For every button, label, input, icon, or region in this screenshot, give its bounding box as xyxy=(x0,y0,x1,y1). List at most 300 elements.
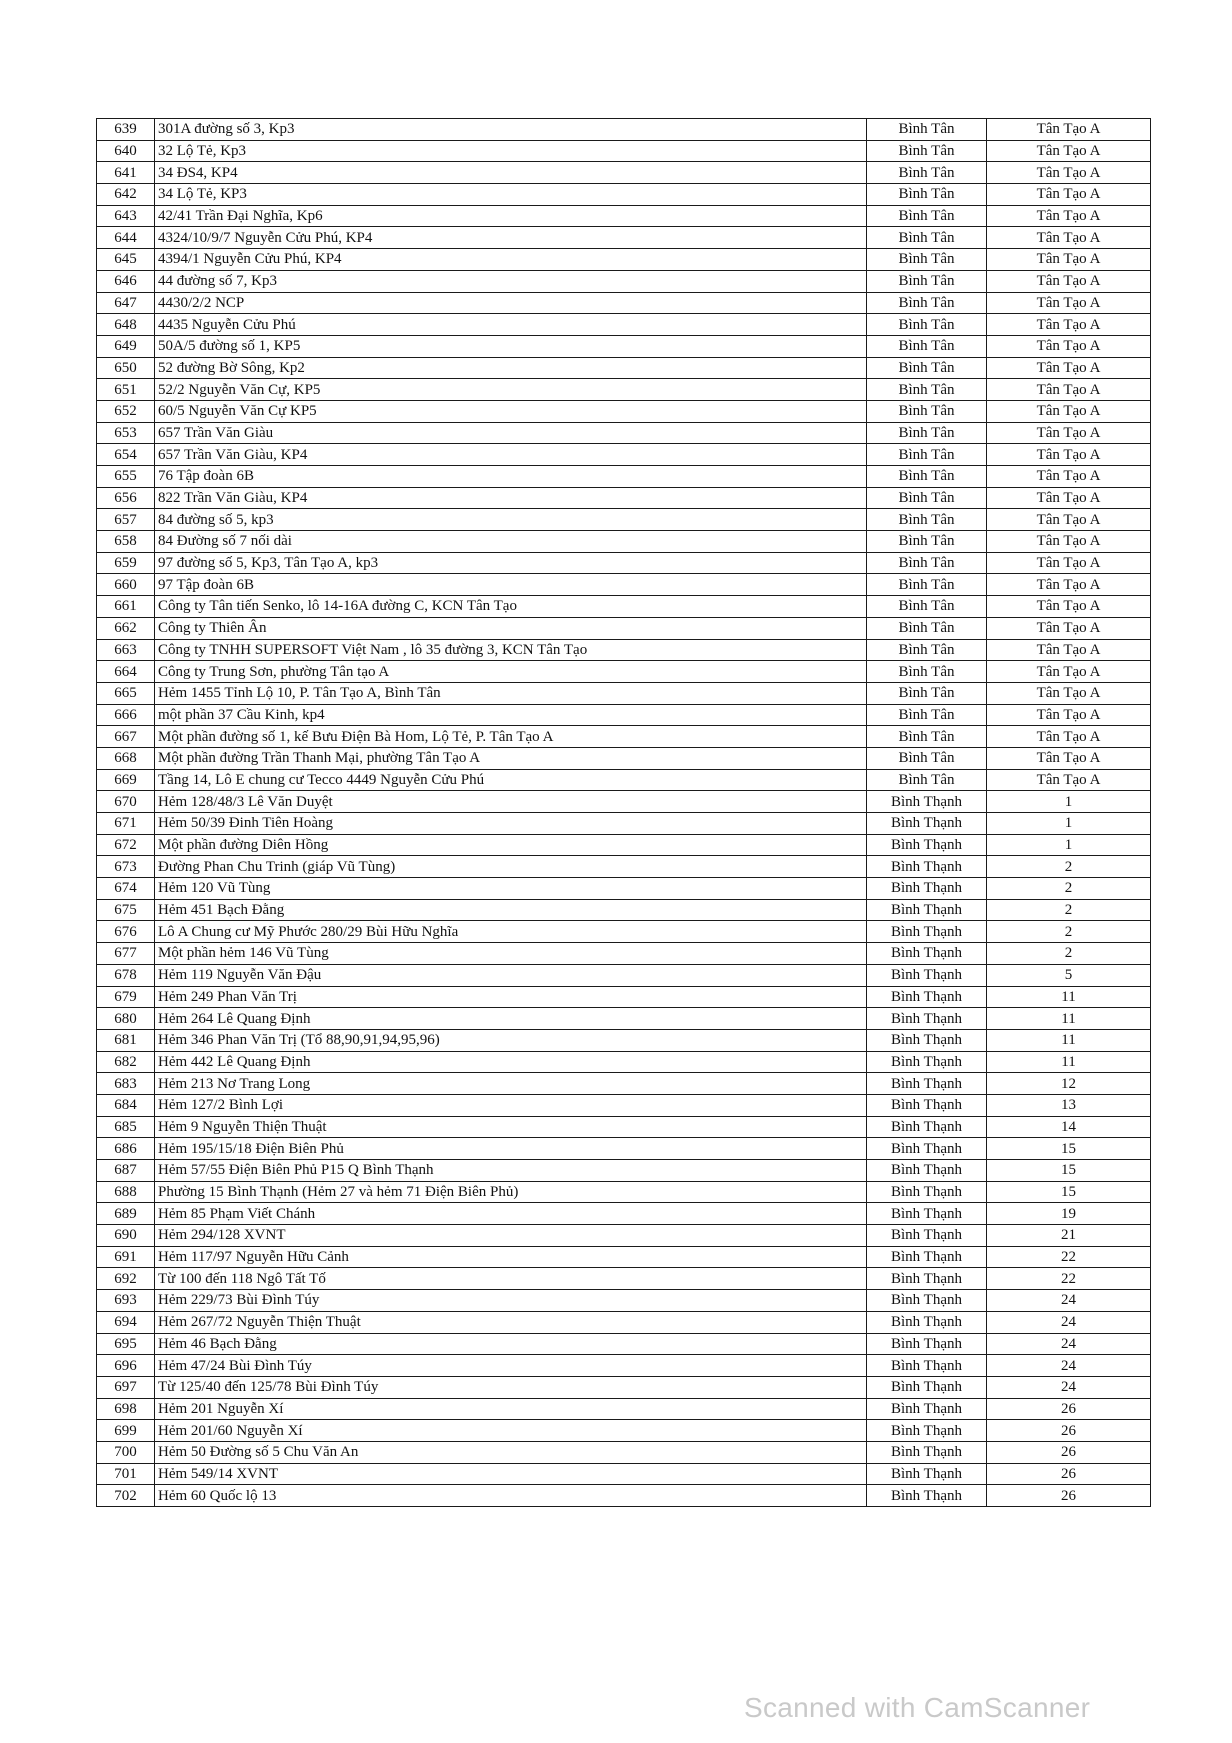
address-cell: Hẻm 346 Phan Văn Trị (Tổ 88,90,91,94,95,96) xyxy=(155,1029,867,1051)
ward-cell: Tân Tạo A xyxy=(987,726,1151,748)
address-cell: 42/41 Trần Đại Nghĩa, Kp6 xyxy=(155,205,867,227)
district-cell: Bình Tân xyxy=(867,617,987,639)
address-cell: 97 Tập đoàn 6B xyxy=(155,574,867,596)
ward-cell: 11 xyxy=(987,986,1151,1008)
address-cell: Từ 125/40 đến 125/78 Bùi Đình Túy xyxy=(155,1376,867,1398)
row-number: 661 xyxy=(97,596,155,618)
district-cell: Bình Thạnh xyxy=(867,1051,987,1073)
district-cell: Bình Thạnh xyxy=(867,791,987,813)
district-cell: Bình Thạnh xyxy=(867,1073,987,1095)
address-cell: 52 đường Bờ Sông, Kp2 xyxy=(155,357,867,379)
address-table xyxy=(96,118,1151,1507)
district-cell: Bình Tân xyxy=(867,747,987,769)
table-row xyxy=(97,1138,1151,1160)
table-row xyxy=(97,509,1151,531)
address-cell: 34 Lộ Tẻ, KP3 xyxy=(155,184,867,206)
address-cell: Hẻm 549/14 XVNT xyxy=(155,1463,867,1485)
row-number: 700 xyxy=(97,1441,155,1463)
address-cell: Hẻm 127/2 Bình Lợi xyxy=(155,1094,867,1116)
row-number: 659 xyxy=(97,552,155,574)
district-cell: Bình Thạnh xyxy=(867,1420,987,1442)
table-row xyxy=(97,1420,1151,1442)
ward-cell: 21 xyxy=(987,1225,1151,1247)
table-row xyxy=(97,682,1151,704)
table-row xyxy=(97,1268,1151,1290)
table-row xyxy=(97,639,1151,661)
table-row xyxy=(97,964,1151,986)
row-number: 694 xyxy=(97,1311,155,1333)
row-number: 651 xyxy=(97,379,155,401)
ward-cell: Tân Tạo A xyxy=(987,574,1151,596)
district-cell: Bình Thạnh xyxy=(867,1008,987,1030)
address-cell: 60/5 Nguyễn Văn Cự KP5 xyxy=(155,400,867,422)
address-cell: 50A/5 đường số 1, KP5 xyxy=(155,335,867,357)
ward-cell: Tân Tạo A xyxy=(987,184,1151,206)
ward-cell: 15 xyxy=(987,1138,1151,1160)
ward-cell: 2 xyxy=(987,921,1151,943)
table-row xyxy=(97,1008,1151,1030)
address-cell: 97 đường số 5, Kp3, Tân Tạo A, kp3 xyxy=(155,552,867,574)
ward-cell: 26 xyxy=(987,1485,1151,1507)
row-number: 646 xyxy=(97,270,155,292)
ward-cell: 11 xyxy=(987,1008,1151,1030)
district-cell: Bình Thạnh xyxy=(867,943,987,965)
district-cell: Bình Tân xyxy=(867,400,987,422)
row-number: 691 xyxy=(97,1246,155,1268)
table-row xyxy=(97,1441,1151,1463)
table-row xyxy=(97,1029,1151,1051)
district-cell: Bình Tân xyxy=(867,162,987,184)
row-number: 652 xyxy=(97,400,155,422)
address-cell: Hẻm 267/72 Nguyễn Thiện Thuật xyxy=(155,1311,867,1333)
district-cell: Bình Tân xyxy=(867,422,987,444)
ward-cell: Tân Tạo A xyxy=(987,596,1151,618)
table-row xyxy=(97,1485,1151,1507)
ward-cell: 22 xyxy=(987,1268,1151,1290)
row-number: 653 xyxy=(97,422,155,444)
address-cell: 4430/2/2 NCP xyxy=(155,292,867,314)
row-number: 701 xyxy=(97,1463,155,1485)
ward-cell: 1 xyxy=(987,791,1151,813)
ward-cell: 1 xyxy=(987,813,1151,835)
row-number: 683 xyxy=(97,1073,155,1095)
district-cell: Bình Tân xyxy=(867,704,987,726)
district-cell: Bình Tân xyxy=(867,726,987,748)
row-number: 675 xyxy=(97,899,155,921)
ward-cell: Tân Tạo A xyxy=(987,357,1151,379)
district-cell: Bình Tân xyxy=(867,292,987,314)
table-row xyxy=(97,1246,1151,1268)
address-cell: 4394/1 Nguyễn Cửu Phú, KP4 xyxy=(155,249,867,271)
table-row xyxy=(97,943,1151,965)
district-cell: Bình Tân xyxy=(867,205,987,227)
row-number: 695 xyxy=(97,1333,155,1355)
district-cell: Bình Tân xyxy=(867,335,987,357)
row-number: 671 xyxy=(97,813,155,835)
address-cell: Hẻm 229/73 Bùi Đình Túy xyxy=(155,1290,867,1312)
table-row xyxy=(97,1051,1151,1073)
ward-cell: Tân Tạo A xyxy=(987,747,1151,769)
district-cell: Bình Tân xyxy=(867,487,987,509)
address-cell: Đường Phan Chu Trinh (giáp Vũ Tùng) xyxy=(155,856,867,878)
address-cell: Hẻm 294/128 XVNT xyxy=(155,1225,867,1247)
ward-cell: Tân Tạo A xyxy=(987,400,1151,422)
ward-cell: Tân Tạo A xyxy=(987,466,1151,488)
ward-cell: 24 xyxy=(987,1311,1151,1333)
district-cell: Bình Thạnh xyxy=(867,1225,987,1247)
address-cell: Hẻm 128/48/3 Lê Văn Duyệt xyxy=(155,791,867,813)
district-cell: Bình Thạnh xyxy=(867,1116,987,1138)
address-cell: Một phần đường số 1, kế Bưu Điện Bà Hom, Lộ Tẻ, P. Tân Tạo A xyxy=(155,726,867,748)
ward-cell: 24 xyxy=(987,1290,1151,1312)
ward-cell: Tân Tạo A xyxy=(987,617,1151,639)
ward-cell: Tân Tạo A xyxy=(987,119,1151,141)
district-cell: Bình Thạnh xyxy=(867,1376,987,1398)
address-cell: Hẻm 46 Bạch Đằng xyxy=(155,1333,867,1355)
address-cell: Một phần đường Trần Thanh Mại, phường Tân Tạo A xyxy=(155,747,867,769)
district-cell: Bình Tân xyxy=(867,661,987,683)
table-row xyxy=(97,1463,1151,1485)
address-cell: Phường 15 Bình Thạnh (Hẻm 27 và hẻm 71 Điện Biên Phủ) xyxy=(155,1181,867,1203)
ward-cell: Tân Tạo A xyxy=(987,292,1151,314)
ward-cell: Tân Tạo A xyxy=(987,509,1151,531)
table-row xyxy=(97,314,1151,336)
district-cell: Bình Tân xyxy=(867,444,987,466)
row-number: 649 xyxy=(97,335,155,357)
district-cell: Bình Tân xyxy=(867,552,987,574)
address-cell: Công ty Thiên Ân xyxy=(155,617,867,639)
address-cell: Hẻm 201 Nguyễn Xí xyxy=(155,1398,867,1420)
address-cell: Hẻm 60 Quốc lộ 13 xyxy=(155,1485,867,1507)
table-row xyxy=(97,986,1151,1008)
district-cell: Bình Tân xyxy=(867,249,987,271)
district-cell: Bình Thạnh xyxy=(867,1311,987,1333)
table-row xyxy=(97,769,1151,791)
ward-cell: Tân Tạo A xyxy=(987,314,1151,336)
row-number: 697 xyxy=(97,1376,155,1398)
ward-cell: Tân Tạo A xyxy=(987,140,1151,162)
address-cell: Tầng 14, Lô E chung cư Tecco 4449 Nguyễn Cửu Phú xyxy=(155,769,867,791)
table-row xyxy=(97,205,1151,227)
row-number: 643 xyxy=(97,205,155,227)
table-row xyxy=(97,726,1151,748)
row-number: 684 xyxy=(97,1094,155,1116)
district-cell: Bình Thạnh xyxy=(867,964,987,986)
table-row xyxy=(97,444,1151,466)
district-cell: Bình Thạnh xyxy=(867,1268,987,1290)
ward-cell: 24 xyxy=(987,1333,1151,1355)
table-row xyxy=(97,119,1151,141)
address-cell: Hẻm 442 Lê Quang Định xyxy=(155,1051,867,1073)
ward-cell: Tân Tạo A xyxy=(987,249,1151,271)
row-number: 696 xyxy=(97,1355,155,1377)
row-number: 640 xyxy=(97,140,155,162)
ward-cell: Tân Tạo A xyxy=(987,661,1151,683)
row-number: 668 xyxy=(97,747,155,769)
row-number: 645 xyxy=(97,249,155,271)
address-cell: 32 Lộ Tẻ, Kp3 xyxy=(155,140,867,162)
address-cell: Hẻm 201/60 Nguyễn Xí xyxy=(155,1420,867,1442)
table-row xyxy=(97,1355,1151,1377)
table-row xyxy=(97,422,1151,444)
district-cell: Bình Thạnh xyxy=(867,1160,987,1182)
table-row xyxy=(97,184,1151,206)
district-cell: Bình Thạnh xyxy=(867,1398,987,1420)
district-cell: Bình Thạnh xyxy=(867,1203,987,1225)
ward-cell: 15 xyxy=(987,1160,1151,1182)
district-cell: Bình Tân xyxy=(867,769,987,791)
district-cell: Bình Tân xyxy=(867,509,987,531)
ward-cell: Tân Tạo A xyxy=(987,379,1151,401)
table-row xyxy=(97,813,1151,835)
row-number: 680 xyxy=(97,1008,155,1030)
row-number: 655 xyxy=(97,466,155,488)
row-number: 677 xyxy=(97,943,155,965)
row-number: 686 xyxy=(97,1138,155,1160)
row-number: 654 xyxy=(97,444,155,466)
address-cell: 657 Trần Văn Giàu, KP4 xyxy=(155,444,867,466)
row-number: 644 xyxy=(97,227,155,249)
address-cell: Một phần hẻm 146 Vũ Tùng xyxy=(155,943,867,965)
row-number: 676 xyxy=(97,921,155,943)
ward-cell: 22 xyxy=(987,1246,1151,1268)
row-number: 699 xyxy=(97,1420,155,1442)
row-number: 658 xyxy=(97,531,155,553)
district-cell: Bình Tân xyxy=(867,314,987,336)
district-cell: Bình Tân xyxy=(867,596,987,618)
address-cell: Một phần đường Diên Hồng xyxy=(155,834,867,856)
row-number: 669 xyxy=(97,769,155,791)
ward-cell: 26 xyxy=(987,1441,1151,1463)
district-cell: Bình Tân xyxy=(867,119,987,141)
table-row xyxy=(97,1160,1151,1182)
ward-cell: 19 xyxy=(987,1203,1151,1225)
row-number: 642 xyxy=(97,184,155,206)
row-number: 665 xyxy=(97,682,155,704)
ward-cell: Tân Tạo A xyxy=(987,205,1151,227)
table-row xyxy=(97,292,1151,314)
address-cell: Hẻm 264 Lê Quang Định xyxy=(155,1008,867,1030)
table-row xyxy=(97,487,1151,509)
district-cell: Bình Thạnh xyxy=(867,986,987,1008)
ward-cell: Tân Tạo A xyxy=(987,531,1151,553)
district-cell: Bình Thạnh xyxy=(867,1333,987,1355)
district-cell: Bình Tân xyxy=(867,357,987,379)
address-cell: 301A đường số 3, Kp3 xyxy=(155,119,867,141)
table-row xyxy=(97,747,1151,769)
address-cell: 34 ĐS4, KP4 xyxy=(155,162,867,184)
address-cell: 84 đường số 5, kp3 xyxy=(155,509,867,531)
district-cell: Bình Thạnh xyxy=(867,1290,987,1312)
address-cell: 84 Đường số 7 nối dài xyxy=(155,531,867,553)
table-row xyxy=(97,704,1151,726)
district-cell: Bình Tân xyxy=(867,466,987,488)
district-cell: Bình Thạnh xyxy=(867,1181,987,1203)
ward-cell: Tân Tạo A xyxy=(987,270,1151,292)
ward-cell: 26 xyxy=(987,1420,1151,1442)
camscanner-watermark: Scanned with CamScanner xyxy=(744,1692,1091,1723)
row-number: 678 xyxy=(97,964,155,986)
table-row xyxy=(97,1398,1151,1420)
address-cell: 822 Trần Văn Giàu, KP4 xyxy=(155,487,867,509)
row-number: 650 xyxy=(97,357,155,379)
address-cell: Công ty Trung Sơn, phường Tân tạo A xyxy=(155,661,867,683)
ward-cell: Tân Tạo A xyxy=(987,162,1151,184)
row-number: 690 xyxy=(97,1225,155,1247)
row-number: 698 xyxy=(97,1398,155,1420)
table-row xyxy=(97,791,1151,813)
ward-cell: Tân Tạo A xyxy=(987,769,1151,791)
table-row xyxy=(97,552,1151,574)
table-row xyxy=(97,1290,1151,1312)
row-number: 688 xyxy=(97,1181,155,1203)
row-number: 656 xyxy=(97,487,155,509)
table-row xyxy=(97,1333,1151,1355)
district-cell: Bình Tân xyxy=(867,682,987,704)
district-cell: Bình Tân xyxy=(867,270,987,292)
row-number: 667 xyxy=(97,726,155,748)
address-cell: Hẻm 57/55 Điện Biên Phủ P15 Q Bình Thạnh xyxy=(155,1160,867,1182)
row-number: 647 xyxy=(97,292,155,314)
address-cell: Hẻm 120 Vũ Tùng xyxy=(155,878,867,900)
ward-cell: Tân Tạo A xyxy=(987,704,1151,726)
district-cell: Bình Thạnh xyxy=(867,1094,987,1116)
address-cell: Hẻm 195/15/18 Điện Biên Phủ xyxy=(155,1138,867,1160)
address-cell: 4435 Nguyễn Cửu Phú xyxy=(155,314,867,336)
table-row xyxy=(97,661,1151,683)
address-cell: Hẻm 1455 Tỉnh Lộ 10, P. Tân Tạo A, Bình Tân xyxy=(155,682,867,704)
row-number: 702 xyxy=(97,1485,155,1507)
address-cell: Hẻm 50 Đường số 5 Chu Văn An xyxy=(155,1441,867,1463)
row-number: 666 xyxy=(97,704,155,726)
table-row xyxy=(97,1376,1151,1398)
table-row xyxy=(97,1073,1151,1095)
ward-cell: 2 xyxy=(987,856,1151,878)
ward-cell: Tân Tạo A xyxy=(987,227,1151,249)
table-row xyxy=(97,140,1151,162)
district-cell: Bình Thạnh xyxy=(867,1029,987,1051)
row-number: 639 xyxy=(97,119,155,141)
district-cell: Bình Thạnh xyxy=(867,813,987,835)
address-cell: Hẻm 213 Nơ Trang Long xyxy=(155,1073,867,1095)
address-cell: Công ty TNHH SUPERSOFT Việt Nam , lô 35 đường 3, KCN Tân Tạo xyxy=(155,639,867,661)
table-row xyxy=(97,899,1151,921)
row-number: 674 xyxy=(97,878,155,900)
district-cell: Bình Thạnh xyxy=(867,1463,987,1485)
table-row xyxy=(97,878,1151,900)
district-cell: Bình Thạnh xyxy=(867,1485,987,1507)
ward-cell: 2 xyxy=(987,943,1151,965)
table-row xyxy=(97,856,1151,878)
ward-cell: 2 xyxy=(987,899,1151,921)
ward-cell: Tân Tạo A xyxy=(987,487,1151,509)
ward-cell: 15 xyxy=(987,1181,1151,1203)
table-row xyxy=(97,531,1151,553)
table-row xyxy=(97,400,1151,422)
ward-cell: 24 xyxy=(987,1376,1151,1398)
table-row xyxy=(97,270,1151,292)
table-row xyxy=(97,834,1151,856)
table-row xyxy=(97,617,1151,639)
table-row xyxy=(97,249,1151,271)
district-cell: Bình Thạnh xyxy=(867,1355,987,1377)
address-cell: Lô A Chung cư Mỹ Phước 280/29 Bùi Hữu Nghĩa xyxy=(155,921,867,943)
row-number: 689 xyxy=(97,1203,155,1225)
table-row xyxy=(97,1116,1151,1138)
address-cell: Hẻm 119 Nguyễn Văn Đậu xyxy=(155,964,867,986)
row-number: 693 xyxy=(97,1290,155,1312)
table-row xyxy=(97,227,1151,249)
row-number: 664 xyxy=(97,661,155,683)
ward-cell: 5 xyxy=(987,964,1151,986)
district-cell: Bình Thạnh xyxy=(867,899,987,921)
table-row xyxy=(97,1181,1151,1203)
district-cell: Bình Thạnh xyxy=(867,1441,987,1463)
row-number: 641 xyxy=(97,162,155,184)
row-number: 692 xyxy=(97,1268,155,1290)
table-row xyxy=(97,596,1151,618)
address-cell: Công ty Tân tiến Senko, lô 14-16A đường C, KCN Tân Tạo xyxy=(155,596,867,618)
table-row xyxy=(97,1203,1151,1225)
ward-cell: Tân Tạo A xyxy=(987,552,1151,574)
table-row xyxy=(97,1225,1151,1247)
district-cell: Bình Tân xyxy=(867,140,987,162)
table-body xyxy=(97,119,1151,1507)
address-cell: Hẻm 9 Nguyễn Thiện Thuật xyxy=(155,1116,867,1138)
district-cell: Bình Thạnh xyxy=(867,1138,987,1160)
row-number: 679 xyxy=(97,986,155,1008)
address-cell: 657 Trần Văn Giàu xyxy=(155,422,867,444)
ward-cell: 24 xyxy=(987,1355,1151,1377)
ward-cell: 13 xyxy=(987,1094,1151,1116)
district-cell: Bình Tân xyxy=(867,574,987,596)
district-cell: Bình Tân xyxy=(867,531,987,553)
address-cell: Hẻm 50/39 Đinh Tiên Hoàng xyxy=(155,813,867,835)
district-cell: Bình Thạnh xyxy=(867,878,987,900)
ward-cell: Tân Tạo A xyxy=(987,682,1151,704)
ward-cell: 26 xyxy=(987,1463,1151,1485)
ward-cell: 2 xyxy=(987,878,1151,900)
address-cell: Từ 100 đến 118 Ngô Tất Tố xyxy=(155,1268,867,1290)
table-row xyxy=(97,162,1151,184)
row-number: 648 xyxy=(97,314,155,336)
ward-cell: 12 xyxy=(987,1073,1151,1095)
address-cell: một phần 37 Cầu Kinh, kp4 xyxy=(155,704,867,726)
ward-cell: Tân Tạo A xyxy=(987,335,1151,357)
row-number: 687 xyxy=(97,1160,155,1182)
ward-cell: Tân Tạo A xyxy=(987,444,1151,466)
table-row xyxy=(97,574,1151,596)
ward-cell: 11 xyxy=(987,1051,1151,1073)
address-cell: Hẻm 47/24 Bùi Đình Túy xyxy=(155,1355,867,1377)
row-number: 682 xyxy=(97,1051,155,1073)
row-number: 681 xyxy=(97,1029,155,1051)
table-row xyxy=(97,1094,1151,1116)
row-number: 660 xyxy=(97,574,155,596)
row-number: 663 xyxy=(97,639,155,661)
address-cell: Hẻm 451 Bạch Đằng xyxy=(155,899,867,921)
row-number: 673 xyxy=(97,856,155,878)
address-cell: 52/2 Nguyễn Văn Cự, KP5 xyxy=(155,379,867,401)
row-number: 672 xyxy=(97,834,155,856)
district-cell: Bình Thạnh xyxy=(867,921,987,943)
ward-cell: Tân Tạo A xyxy=(987,639,1151,661)
row-number: 657 xyxy=(97,509,155,531)
ward-cell: 1 xyxy=(987,834,1151,856)
table-row xyxy=(97,335,1151,357)
district-cell: Bình Tân xyxy=(867,639,987,661)
address-cell: 76 Tập đoàn 6B xyxy=(155,466,867,488)
